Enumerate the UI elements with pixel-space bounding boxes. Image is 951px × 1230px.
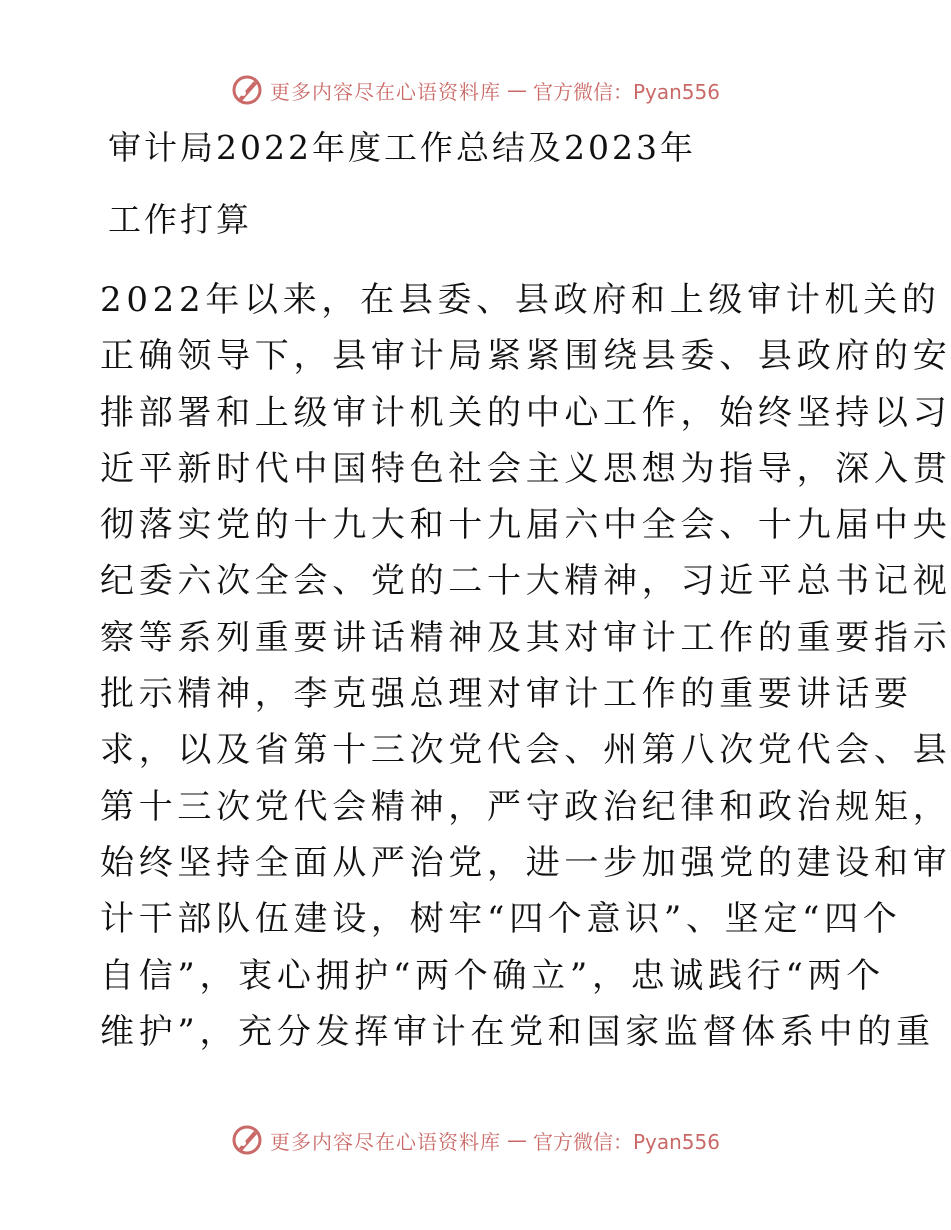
document-body — [100, 272, 951, 1060]
body-line: 近平新时代中国特色社会主义思想为指导，深入贯 — [100, 448, 951, 489]
watermark-logo-icon — [230, 1123, 264, 1157]
body-line: 2022年以来，在县委、县政府和上级审计机关的 — [100, 280, 941, 320]
document-title-line-2: 工作打算 — [108, 200, 252, 239]
body-line: 始终坚持全面从严治党，进一步加强党的建设和审 — [100, 842, 951, 883]
body-line: 彻落实党的十九大和十九届六中全会、十九届中央 — [100, 505, 951, 546]
body-line: 自信”，衷心拥护“两个确立”，忠诚践行“两个 — [100, 955, 885, 996]
body-line: 第十三次党代会精神，严守政治纪律和政治规矩， — [100, 786, 951, 827]
watermark-footer — [0, 1120, 950, 1160]
watermark-label: 官方微信：Pyan556 — [532, 1129, 720, 1154]
body-line: 批示精神，李克强总理对审计工作的重要讲话要 — [100, 674, 913, 715]
body-line: 求，以及省第十三次党代会、州第八次党代会、县 — [100, 730, 951, 771]
body-line: 察等系列重要讲话精神及其对审计工作的重要指示 — [100, 617, 951, 658]
watermark-text: 更多内容尽在心语资料库 — [269, 1129, 501, 1154]
body-line: 维护”，充分发挥审计在党和国家监督体系中的重 — [100, 1011, 935, 1052]
watermark-text: 更多内容尽在心语资料库 — [269, 79, 501, 104]
body-line: 纪委六次全会、党的二十大精神，习近平总书记视 — [100, 561, 951, 602]
watermark-header — [0, 70, 950, 110]
body-line: 正确领导下，县审计局紧紧围绕县委、县政府的安 — [100, 336, 951, 377]
watermark-separator: — — [506, 1128, 527, 1152]
watermark-logo-icon — [230, 73, 264, 107]
document-title-line-1: 审计局2022年度工作总结及2023年 — [108, 128, 696, 167]
watermark-label: 官方微信：Pyan556 — [532, 79, 720, 104]
body-line: 计干部队伍建设，树牢“四个意识”、坚定“四个 — [100, 899, 902, 940]
body-line: 排部署和上级审计机关的中心工作，始终坚持以习 — [100, 392, 951, 433]
watermark-separator: — — [506, 78, 527, 102]
